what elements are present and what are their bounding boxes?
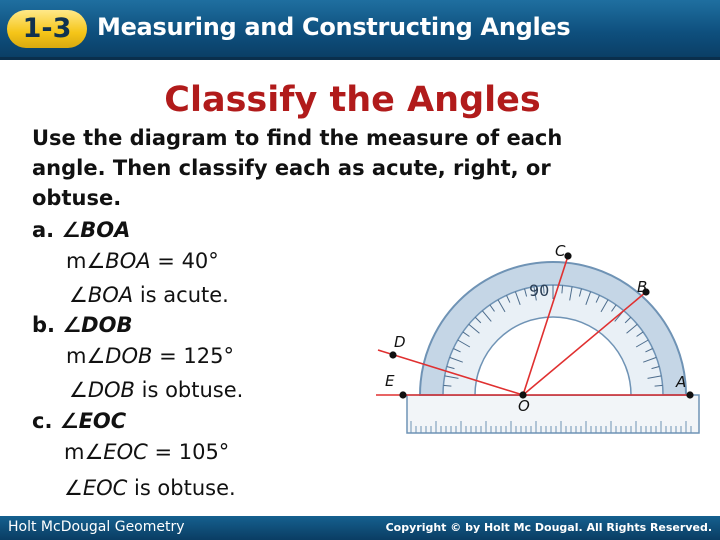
protractor-diagram <box>370 235 700 435</box>
header-bar <box>0 0 720 60</box>
measure-line-a <box>66 249 219 273</box>
label-a: A <box>676 373 687 391</box>
part-angle: BOA <box>80 218 131 242</box>
classification-angle: DOB <box>87 378 135 402</box>
angle-symbol: ∠ <box>62 313 82 337</box>
measure-name: DOB <box>105 344 153 368</box>
footer-copyright: Copyright © by Holt Mc Dougal. All Rights Reserved. <box>385 521 712 534</box>
slide-title: Classify the Angles <box>164 80 541 120</box>
protractor-tick <box>655 385 663 386</box>
part-label: a. <box>32 218 55 242</box>
label-o: O <box>518 397 530 415</box>
measure-value: = 40° <box>157 249 219 273</box>
classification-text: is obtuse. <box>141 378 244 402</box>
footer-publisher: Holt McDougal Geometry <box>8 519 185 535</box>
measure-value: = 105° <box>154 440 230 464</box>
point-a <box>686 391 693 398</box>
classification-line-b <box>69 378 243 402</box>
instruction-line-2: angle. Then classify each as acute, right, or <box>32 156 551 180</box>
part-b <box>32 313 132 337</box>
center-reading: 90 <box>529 281 550 300</box>
angle-symbol: ∠ <box>86 344 106 368</box>
angle-symbol: ∠ <box>84 440 104 464</box>
label-d: D <box>394 333 406 351</box>
measure-prefix: m <box>66 249 87 273</box>
angle-symbol: ∠ <box>59 409 79 433</box>
angle-symbol: ∠ <box>86 249 106 273</box>
label-e: E <box>385 372 395 390</box>
point-d <box>389 351 396 358</box>
part-c <box>32 409 126 433</box>
instruction-line-1: Use the diagram to find the measure of each <box>32 126 563 150</box>
lesson-title: Measuring and Constructing Angles <box>97 13 571 41</box>
angle-symbol: ∠ <box>69 283 88 307</box>
label-b: B <box>637 278 648 296</box>
protractor-tick <box>562 285 563 293</box>
measure-line-b <box>66 344 234 368</box>
label-c: C <box>555 242 566 260</box>
measure-prefix: m <box>66 344 87 368</box>
lesson-number: 1-3 <box>22 13 72 44</box>
part-a <box>32 218 130 242</box>
protractor-tick <box>443 385 451 386</box>
part-label: b. <box>32 313 56 337</box>
point-e <box>399 391 406 398</box>
part-angle: EOC <box>78 409 127 433</box>
measure-name: EOC <box>103 440 148 464</box>
part-angle: DOB <box>81 313 133 337</box>
classification-text: is acute. <box>139 283 229 307</box>
measure-name: BOA <box>105 249 151 273</box>
part-label: c. <box>32 409 53 433</box>
angle-symbol: ∠ <box>61 218 81 242</box>
footer-bar <box>0 516 720 540</box>
measure-prefix: m <box>64 440 85 464</box>
angle-symbol: ∠ <box>69 378 88 402</box>
angle-symbol: ∠ <box>64 476 83 500</box>
classification-angle: EOC <box>82 476 128 500</box>
classification-angle: BOA <box>87 283 134 307</box>
classification-text: is obtuse. <box>133 476 236 500</box>
lesson-badge <box>7 10 87 48</box>
instruction-line-3: obtuse. <box>32 186 122 210</box>
measure-value: = 125° <box>159 344 234 368</box>
classification-line-c <box>64 476 236 500</box>
classification-line-a <box>69 283 229 307</box>
measure-line-c <box>64 440 229 464</box>
